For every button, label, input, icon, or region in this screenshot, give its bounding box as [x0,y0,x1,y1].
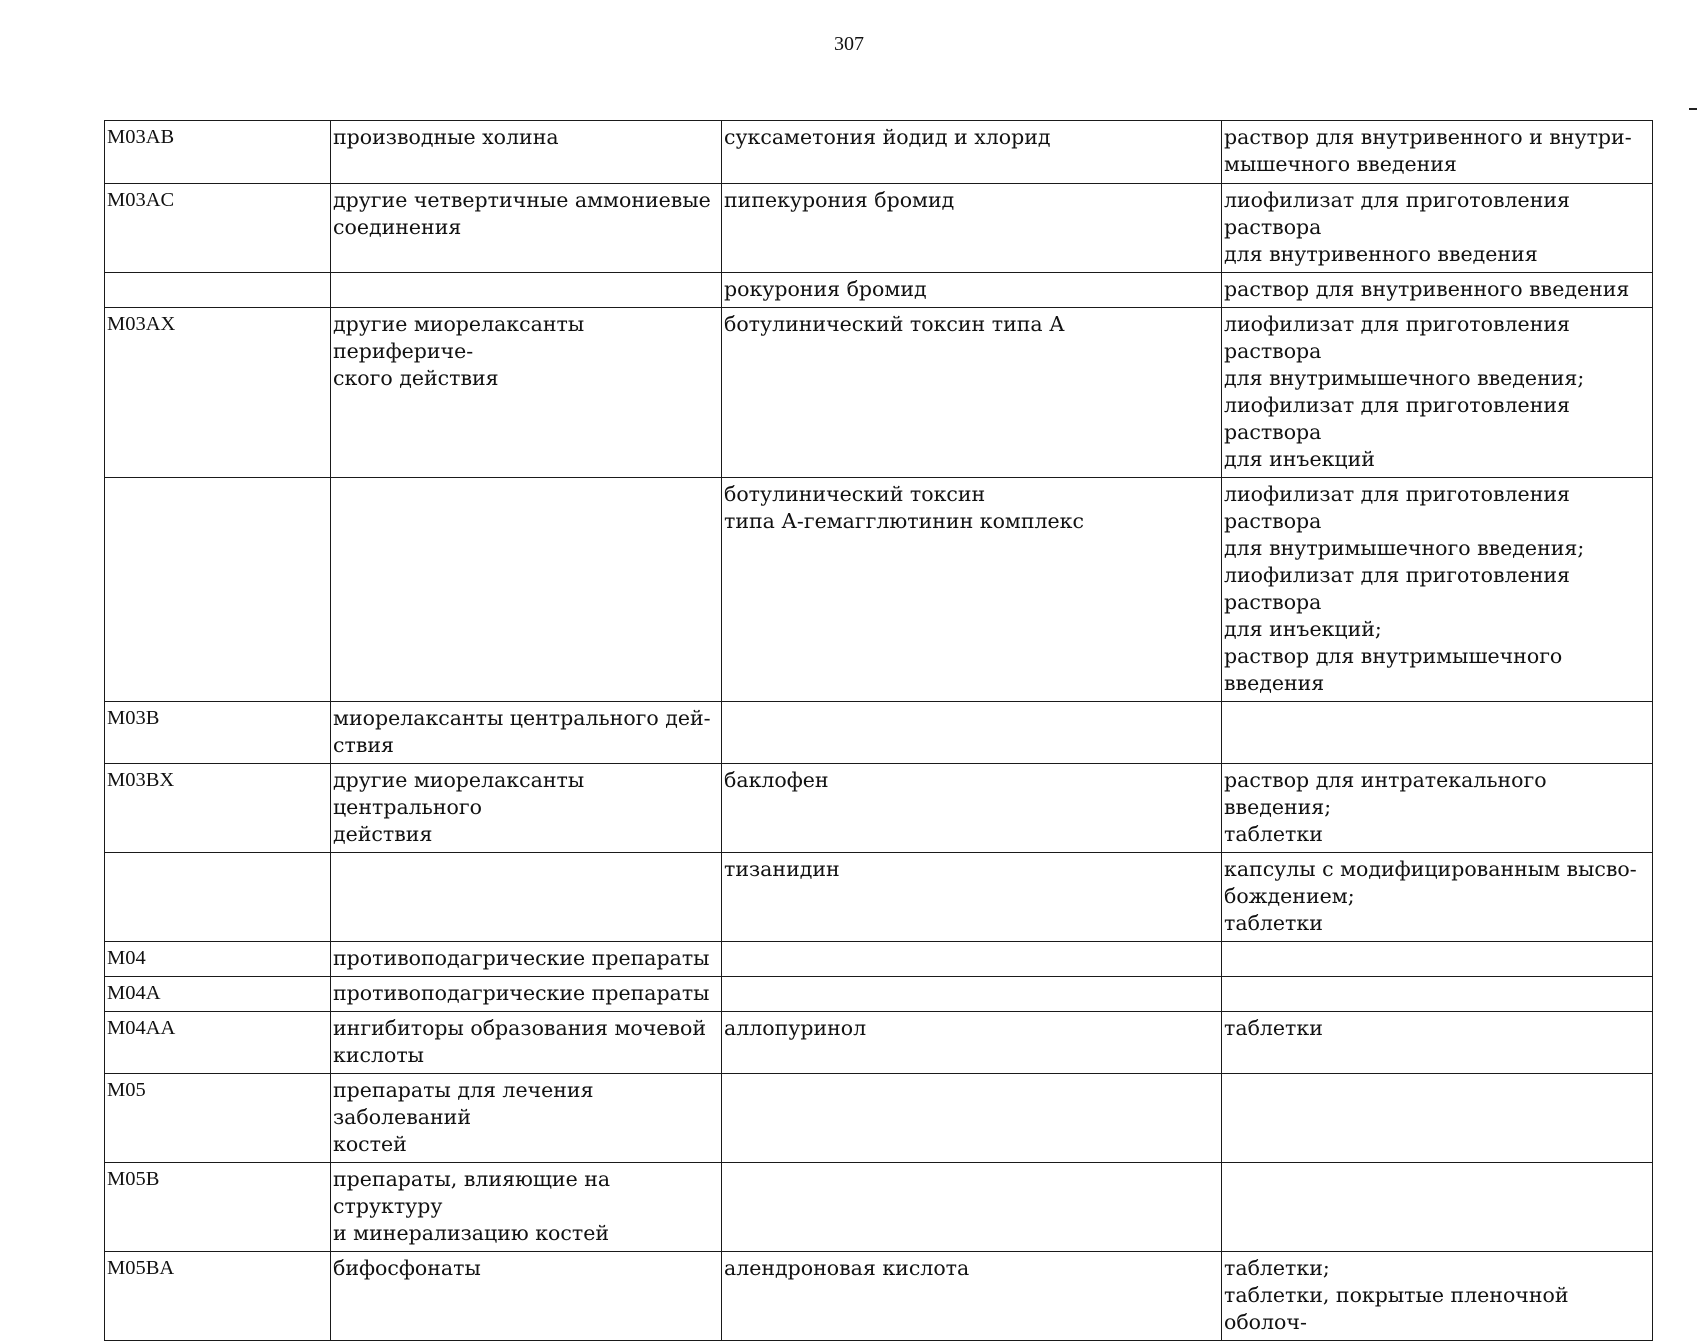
dosage-form-cell: лиофилизат для приготовления раствора для внутривенного введения [1222,184,1653,273]
dosage-form-cell [1222,702,1653,764]
dosage-form-cell: лиофилизат для приготовления раствора для внутримышечного введения; лиофилизат для приготовления раствора для инъекций [1222,308,1653,478]
table-row [105,121,1653,184]
substance-cell: алендроновая кислота [722,1252,1222,1341]
group-name-cell: препараты для лечения заболеваний костей [331,1074,722,1163]
atc-code-cell [105,273,331,308]
substance-cell: ботулинический токсин типа А [722,308,1222,478]
atc-code-cell [105,478,331,702]
atc-code-cell: M05 [105,1074,331,1163]
table-row [105,1163,1653,1252]
atc-code-cell: M03BX [105,764,331,853]
table-row [105,764,1653,853]
group-name-cell: препараты, влияющие на структуру и минерализацию костей [331,1163,722,1252]
dosage-form-cell: капсулы с модифицированным высво- бождением; таблетки [1222,853,1653,942]
substance-cell [722,1074,1222,1163]
edge-mark [1689,108,1697,110]
substance-cell: баклофен [722,764,1222,853]
atc-code-cell: M03AC [105,184,331,273]
substance-cell [722,977,1222,1012]
group-name-cell: противоподагрические препараты [331,977,722,1012]
drug-table [104,120,1653,1341]
substance-cell: аллопуринол [722,1012,1222,1074]
atc-code-cell [105,853,331,942]
group-name-cell: другие четвертичные аммониевые соединения [331,184,722,273]
group-name-cell: противоподагрические препараты [331,942,722,977]
substance-cell: пипекурония бромид [722,184,1222,273]
substance-cell: ботулинический токсин типа А-гемагглютинин комплекс [722,478,1222,702]
atc-code-cell: M03B [105,702,331,764]
table-row [105,942,1653,977]
group-name-cell [331,478,722,702]
group-name-cell: другие миорелаксанты перифериче- ского действия [331,308,722,478]
dosage-form-cell [1222,1074,1653,1163]
group-name-cell: другие миорелаксанты центрального действия [331,764,722,853]
substance-cell [722,702,1222,764]
dosage-form-cell: лиофилизат для приготовления раствора для внутримышечного введения; лиофилизат для приготовления раствора для инъекций; раствор для внутримышечного введения [1222,478,1653,702]
table-row [105,1012,1653,1074]
atc-code-cell: M04 [105,942,331,977]
substance-cell [722,942,1222,977]
atc-code-cell: M05BA [105,1252,331,1341]
dosage-form-cell: раствор для внутривенного введения [1222,273,1653,308]
group-name-cell: ингибиторы образования мочевой кислоты [331,1012,722,1074]
table-row [105,1074,1653,1163]
group-name-cell [331,853,722,942]
atc-code-cell: M03AX [105,308,331,478]
group-name-cell [331,273,722,308]
page-number: 307 [834,33,864,55]
substance-cell: тизанидин [722,853,1222,942]
dosage-form-cell: таблетки; таблетки, покрытые пленочной оболоч- [1222,1252,1653,1341]
substance-cell: рокурония бромид [722,273,1222,308]
table-row [105,1252,1653,1341]
group-name-cell: миорелаксанты центрального дей- ствия [331,702,722,764]
dosage-form-cell [1222,942,1653,977]
table-body [105,121,1653,1341]
atc-code-cell: M05B [105,1163,331,1252]
table-row [105,977,1653,1012]
table-row [105,853,1653,942]
atc-code-cell: M04AA [105,1012,331,1074]
dosage-form-cell [1222,1163,1653,1252]
table-row [105,184,1653,273]
dosage-form-cell: таблетки [1222,1012,1653,1074]
substance-cell [722,1163,1222,1252]
substance-cell: суксаметония йодид и хлорид [722,121,1222,184]
table-row [105,308,1653,478]
atc-code-cell: M03AB [105,121,331,184]
table-row [105,478,1653,702]
group-name-cell: бифосфонаты [331,1252,722,1341]
group-name-cell: производные холина [331,121,722,184]
atc-code-cell: M04A [105,977,331,1012]
dosage-form-cell: раствор для внутривенного и внутри- мышечного введения [1222,121,1653,184]
dosage-form-cell: раствор для интратекального введения; таблетки [1222,764,1653,853]
dosage-form-cell [1222,977,1653,1012]
table-row [105,702,1653,764]
table-row [105,273,1653,308]
